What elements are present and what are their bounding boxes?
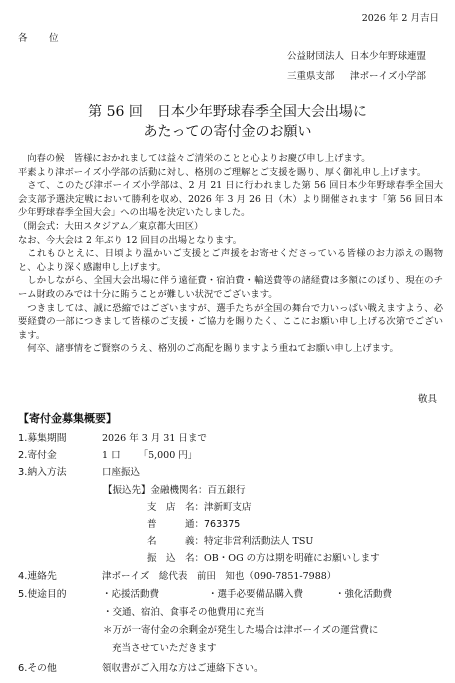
paragraph-closing-request: 何卒、諸事情をご賢察のうえ、格別のご高配を賜りますよう重ねてお願い申し上げます。	[27, 343, 399, 355]
paragraph-venue: （開会式：大田スタジアム／東京都大田区）	[18, 220, 204, 232]
branch-row	[147, 499, 252, 513]
use-item-3: ・強化活動費	[335, 589, 393, 600]
payer-label: 振 込 名：	[147, 553, 205, 564]
sender-line-2	[287, 68, 426, 82]
paragraph-appearance: なお、今大会は 2 年ぶり 12 回目の出場となります。	[18, 234, 243, 246]
use-note-line-2: 充当させていただきます	[112, 643, 217, 654]
method-value: 口座振込	[102, 467, 141, 478]
title-line-1: 第 56 回 日本少年野球春季全国大会出場に	[88, 104, 367, 120]
closing-keigu: 敬具	[417, 394, 437, 405]
account-number: 763375	[204, 519, 241, 530]
sender-org-1: 公益財団法人	[287, 51, 345, 62]
other-label: 6.その他	[18, 663, 57, 674]
sender-line-1	[287, 48, 426, 62]
bank-name: 百五銀行	[207, 485, 246, 496]
use-note-line-1: ＊万が一寄付金の余剰金が発生した場合は津ボーイズの運営費に	[103, 625, 379, 636]
bank-prefix: 【振込先】	[103, 485, 151, 496]
amount-row	[18, 447, 197, 461]
amount-label: 2.寄付金	[18, 450, 57, 461]
method-row	[18, 464, 140, 478]
payer-note: OB・OG の方は期を明確にお願いします	[204, 553, 380, 564]
use-row	[18, 586, 159, 600]
period-value: 2026 年 3 月 31 日まで	[102, 433, 207, 444]
other-row	[18, 660, 264, 674]
branch-label: 支 店 名：	[147, 502, 205, 513]
addressee: 各 位	[18, 33, 65, 44]
issue-date: 2026 年 2 月吉日	[361, 13, 439, 24]
payer-row	[147, 550, 380, 564]
holder-name: 特定非営利活動法人 TSU	[204, 536, 314, 547]
contact-row	[18, 568, 336, 582]
account-row	[147, 516, 240, 530]
contact-label: 4.連絡先	[18, 571, 57, 582]
period-label: 1.募集期間	[18, 433, 67, 444]
contact-value: 津ボーイズ 総代表 前田 知也（090-7851-7988）	[102, 571, 337, 582]
sender-org-2: 三重県支部	[287, 71, 335, 82]
use-label: 5.使途目的	[18, 589, 67, 600]
use-item-2: ・選手必要備品購入費	[208, 589, 304, 600]
use-item-1: ・応援活動費	[102, 589, 160, 600]
paragraph-request: つきましては、誠に恐縮ではございますが、選手たちが全国の舞台で力いっぱい戦えますよう、必要経費の一部につきまして皆様のご支援・ご協力を賜りたく、ここにお願い申し上げる次第でございます。	[18, 302, 443, 341]
bank-name-row	[103, 482, 246, 496]
other-value: 領収書がご入用な方はご連絡下さい。	[102, 663, 264, 674]
use-item-4: ・交通、宿泊、食事その他費用に充当	[103, 607, 265, 618]
account-type-label: 普 通：	[147, 519, 205, 530]
amount-value: 「5,000 円」	[138, 450, 198, 461]
sender-name-1: 日本少年野球連盟	[350, 51, 427, 62]
paragraph-costs: しかしながら、全国大会出場に伴う遠征費・宿泊費・輸送費等の諸経費は多額にのぼり、現在のチーム財政のみでは十分に賄うことが難しい状況でございます。	[18, 275, 443, 300]
letter-body	[18, 152, 443, 356]
paragraph-announcement: さて、このたび津ボーイズ小学部は、2 月 21 日に行われました第 56 回日本少年野球春季全国大会支部予選決定戦において勝利を収め、2026 年 3 月 26 日（木）より開催されます「第 56 回日本少年野球春季全国大会」への出場を決定いたしました。	[18, 180, 443, 219]
bank-name-label: 金融機関名：	[150, 485, 208, 496]
method-label: 3.納入方法	[18, 467, 67, 478]
paragraph-greeting: 向春の候 皆様におかれましては益々ご清栄のことと心よりお慶び申し上げます。	[27, 153, 371, 164]
holder-label: 名 義：	[147, 536, 205, 547]
period-row	[18, 430, 207, 444]
summary-heading: 【寄付金募集概要】	[18, 412, 117, 425]
title-line-2: あたっての寄付金のお願い	[143, 124, 312, 140]
holder-row	[147, 533, 313, 547]
sender-name-2: 津ボーイズ小学部	[350, 71, 426, 82]
amount-unit: 1 口	[102, 450, 121, 461]
paragraph-gratitude: これもひとえに、日頃より温かいご支援とご声援をお寄せくださっている皆様のお力添えの賜物と、心より深く感謝申し上げます。	[18, 248, 443, 273]
branch-name: 津新町支店	[204, 502, 252, 513]
paragraph-thanks: 平素より津ボーイズ小学部の活動に対し、格別のご理解とご支援を賜り、厚く御礼申し上げます。	[18, 166, 427, 178]
